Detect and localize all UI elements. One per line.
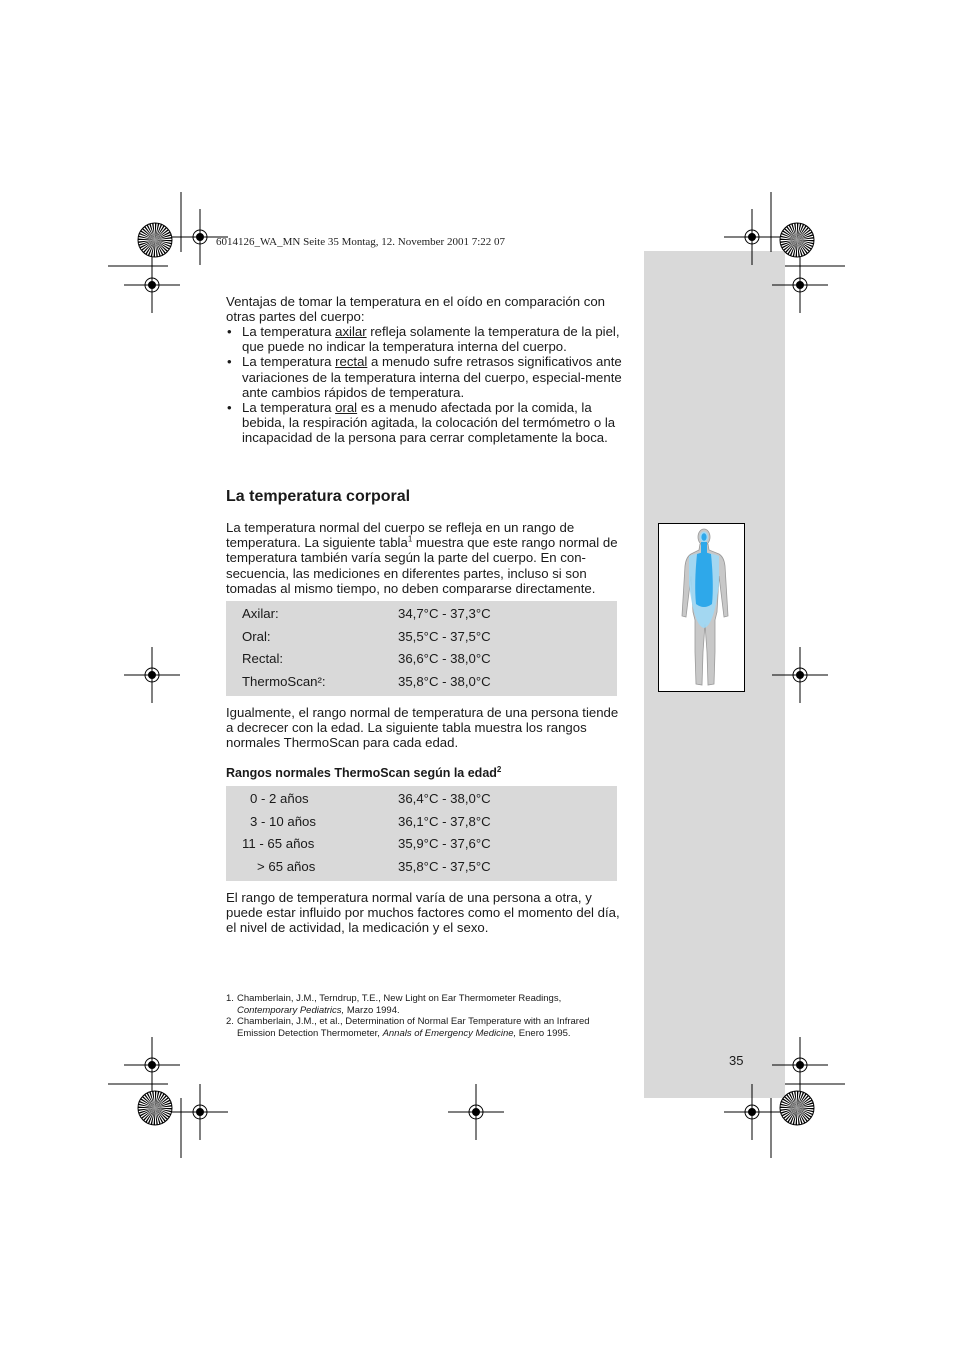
- registration-mark: [772, 1037, 828, 1093]
- registration-mark: [772, 257, 828, 313]
- registration-mark: [724, 1084, 780, 1140]
- registration-mark: [448, 1084, 504, 1140]
- star-target-mark: [780, 1091, 814, 1125]
- print-header: 6014126_WA_MN Seite 35 Montag, 12. November 2001 7:22 07: [216, 236, 506, 248]
- table-row: 11 - 65 años 35,9°C - 37,6°C: [242, 836, 491, 851]
- table-row: 0 - 2 años 36,4°C - 38,0°C: [250, 791, 491, 806]
- body-paragraph: El rango de temperatura normal varía de una persona a otra, y puede estar influido por muchos factores como el momento del día, el nivel de actividad, la medicación y el sexo.: [226, 890, 620, 936]
- registration-mark: [724, 209, 780, 265]
- star-target-mark: [138, 223, 172, 257]
- body-figure: [658, 523, 745, 692]
- temperature-range-table: [226, 601, 617, 696]
- age-range-table: [226, 786, 617, 881]
- table-row: Rectal: 36,6°C - 38,0°C: [242, 651, 491, 666]
- table-subtitle: Rangos normales ThermoScan según la edad$^2$: [226, 764, 502, 780]
- list-item: • La temperatura rectal a menudo sufre retrasos significativos ante variaciones de la temperatura interna del cuerpo, especial-mente ante cambios rápidos de temperatura.: [226, 354, 626, 400]
- body-paragraph: Igualmente, el rango normal de temperatura de una persona tiende a decrecer con la edad. La siguiente tabla muestra los rangos normales ThermoScan para cada edad.: [226, 705, 619, 751]
- registration-mark: [172, 1084, 228, 1140]
- footnote-ref: 2: [496, 764, 502, 774]
- table-row: Axilar: 34,7°C - 37,3°C: [242, 606, 491, 621]
- page-number: 35: [729, 1053, 744, 1068]
- body-paragraph: La temperatura normal del cuerpo se refleja en un rango de temperatura. La siguiente tabla$^1$ muestra que este rango normal de temperatura también varía según la parte del cuerpo. En con-secuencia, las mediciones en diferentes partes, incluso si son tomadas al mismo tiempo, no deben compararse directamente.: [226, 520, 618, 596]
- footnote: 2. Chamberlain, J.M., et al., Determination of Normal Ear Temperature with an Infrared Emission Detection Thermometer, Annals of Emergency Medicine, Enero 1995.: [226, 1016, 590, 1039]
- table-row: ThermoScan²: 35,8°C - 38,0°C: [242, 674, 491, 689]
- registration-mark: [124, 1037, 180, 1093]
- registration-mark: [124, 257, 180, 313]
- underlined-term: rectal: [335, 354, 368, 370]
- underlined-term: axilar: [335, 324, 367, 339]
- advantages-list: [226, 324, 626, 446]
- footnote: 1. Chamberlain, J.M., Terndrup, T.E., New Light on Ear Thermometer Readings, Contemporary Pediatrics, Marzo 1994.: [226, 993, 562, 1016]
- section-title: La temperatura corporal: [226, 488, 411, 505]
- underlined-term: oral: [335, 400, 358, 416]
- footnotes: [226, 993, 616, 1039]
- star-target-mark: [780, 223, 814, 257]
- intro-text: Ventajas de tomar la temperatura en el oído en comparación con otras partes del cuerpo:: [226, 294, 606, 325]
- human-body-icon: [659, 524, 744, 691]
- registration-mark: [772, 647, 828, 703]
- footnote-ref: 1: [407, 534, 413, 544]
- table-row: 3 - 10 años 36,1°C - 37,8°C: [250, 814, 491, 829]
- star-target-mark: [138, 1091, 172, 1125]
- table-row: > 65 años 35,8°C - 37,5°C: [257, 859, 491, 874]
- table-row: Oral: 35,5°C - 37,5°C: [242, 629, 491, 644]
- core-region: [695, 553, 713, 608]
- list-item: • La temperatura oral es a menudo afectada por la comida, la bebida, la respiración agitada, la colocación del termómetro o la incapacidad de la persona para cerrar completamente la boca.: [226, 400, 626, 446]
- list-item: • La temperatura axilar refleja solamente la temperatura de la piel, que puede no indicar la temperatura interna del cuerpo.: [226, 324, 626, 354]
- registration-mark: [124, 647, 180, 703]
